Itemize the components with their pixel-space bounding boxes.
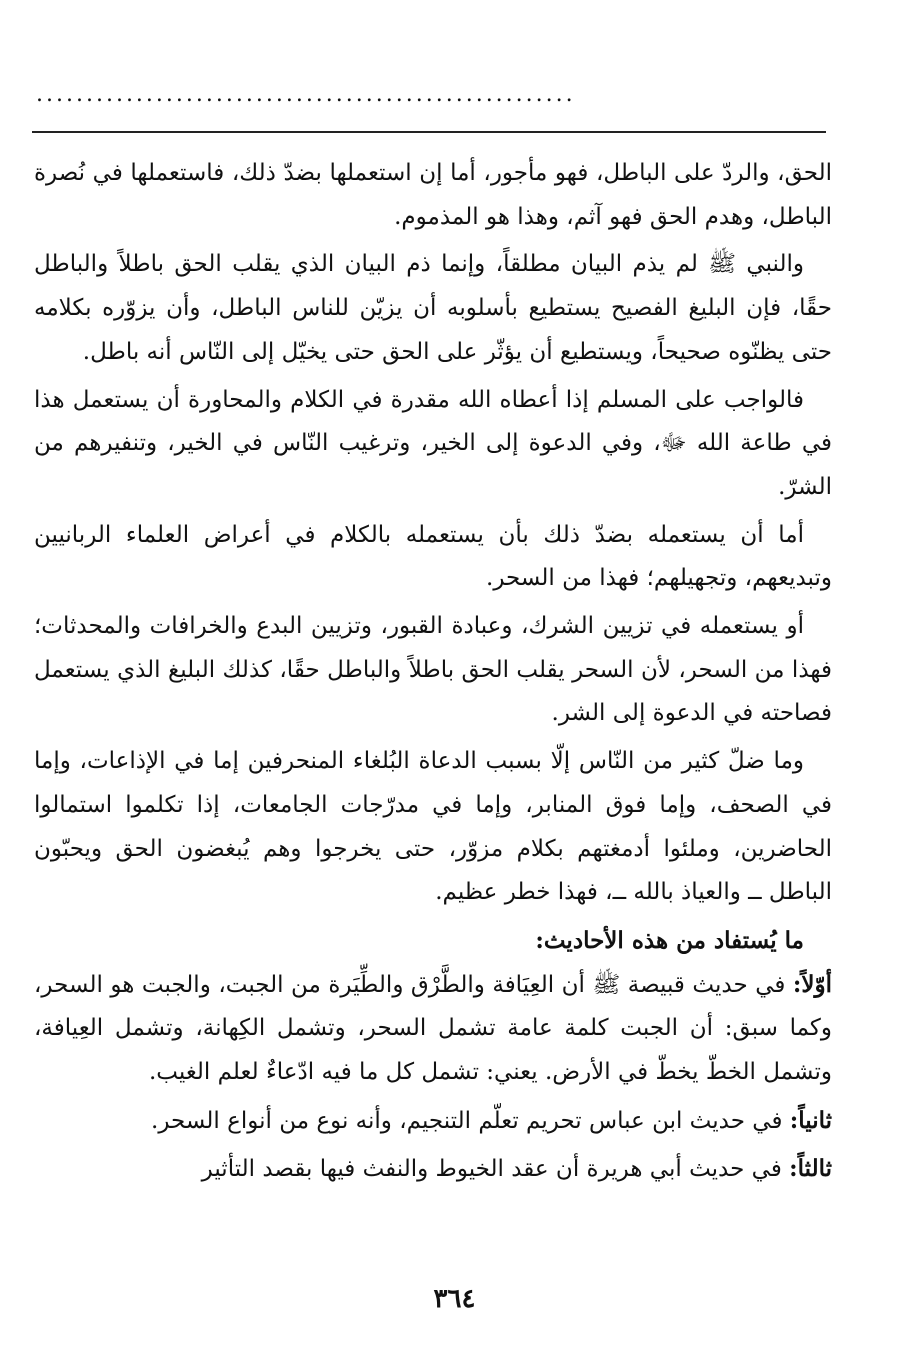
paragraph-1: الحق، والردّ على الباطل، فهو مأجور، أما إن استعملها بضدّ ذلك، فاستعملها في نُصرة الباطل، وهدم الحق فهو آثم، وهذا هو المذموم.	[34, 160, 832, 230]
paragraph-3: فالواجب على المسلم إذا أعطاه الله مقدرة في الكلام والمحاورة أن يستعمل هذا في طاعة الله ﷻ، وفي الدعوة إلى الخير، وترغيب النّاس في الخير، وتنفيرهم من الشرّ.	[34, 386, 832, 500]
page-number: ٣٦٤	[433, 1284, 476, 1314]
paragraph-6: وما ضلّ كثير من النّاس إلّا بسبب الدعاة البُلغاء المنحرفين إما في الإذاعات، وإما في الصحف، وإما فوق المنابر، وإما في مدرّجات الجامعات، إذا تكلموا استمالوا الحاضرين، وملئوا أدمغتهم بكلام مزوّر، حتى يخرجوا وهم يُبغضون الحق ويحبّون الباطل ــ والعياذ بالله ــ، فهذا خطر عظيم.	[34, 748, 832, 906]
separator-dots: ......................................................	[36, 82, 576, 107]
point-third-label: ثالثاً:	[789, 1155, 832, 1183]
point-first	[34, 963, 832, 1095]
point-first-text: في حديث قبيصة ﷺ أن العِيَافة والطَّرْق والطِّيَرة من الجبت، والجبت هو السحر، وكما سبق: أن الجبت كلمة عامة تشمل السحر، وتشمل الكِهانة، وتشمل العِيافة، وتشمل الخطّ يخطّ في الأرض. يعني: تشمل كل ما فيه ادّعاءٌ لعلم الغيب.	[34, 971, 832, 1086]
point-third	[34, 1147, 832, 1192]
point-second	[34, 1099, 832, 1144]
paragraph-5: أو يستعمله في تزيين الشرك، وعبادة القبور، وتزيين البدع والخرافات والمحدثات؛ فهذا من السحر، لأن السحر يقلب الحق باطلاً والباطل حقًا، كذلك البليغ الذي يستعمل فصاحته في الدعوة إلى الشر.	[34, 613, 832, 727]
page-body	[34, 152, 832, 1196]
point-third-text: في حديث أبي هريرة أن عقد الخيوط والنفث فيها بقصد التأثير	[201, 1156, 790, 1183]
header-rule	[32, 131, 826, 133]
paragraph-4: أما أن يستعمله بضدّ ذلك بأن يستعمله بالكلام في أعراض العلماء الربانيين وتبديعهم، وتجهيلهم؛ فهذا من السحر.	[34, 521, 832, 592]
point-second-text: في حديث ابن عباس تحريم تعلّم التنجيم، وأنه نوع من أنواع السحر.	[151, 1107, 790, 1134]
section-heading: ما يُستفاد من هذه الأحاديث:	[535, 926, 804, 954]
point-second-label: ثانياً:	[789, 1106, 832, 1134]
point-first-label: أوّلاً:	[792, 970, 832, 998]
paragraph-2: والنبي ﷺ لم يذم البيان مطلقاً، وإنما ذم البيان الذي يقلب الحق باطلاً والباطل حقًا، فإن البليغ الفصيح يستطيع بأسلوبه أن يزيّن للناس الباطل، وأن يزوّره بكلامه حتى يظنّوه صحيحاً، ويستطيع أن يؤثّر على الحق حتى يخيّل إلى النّاس أنه باطل.	[34, 251, 832, 365]
